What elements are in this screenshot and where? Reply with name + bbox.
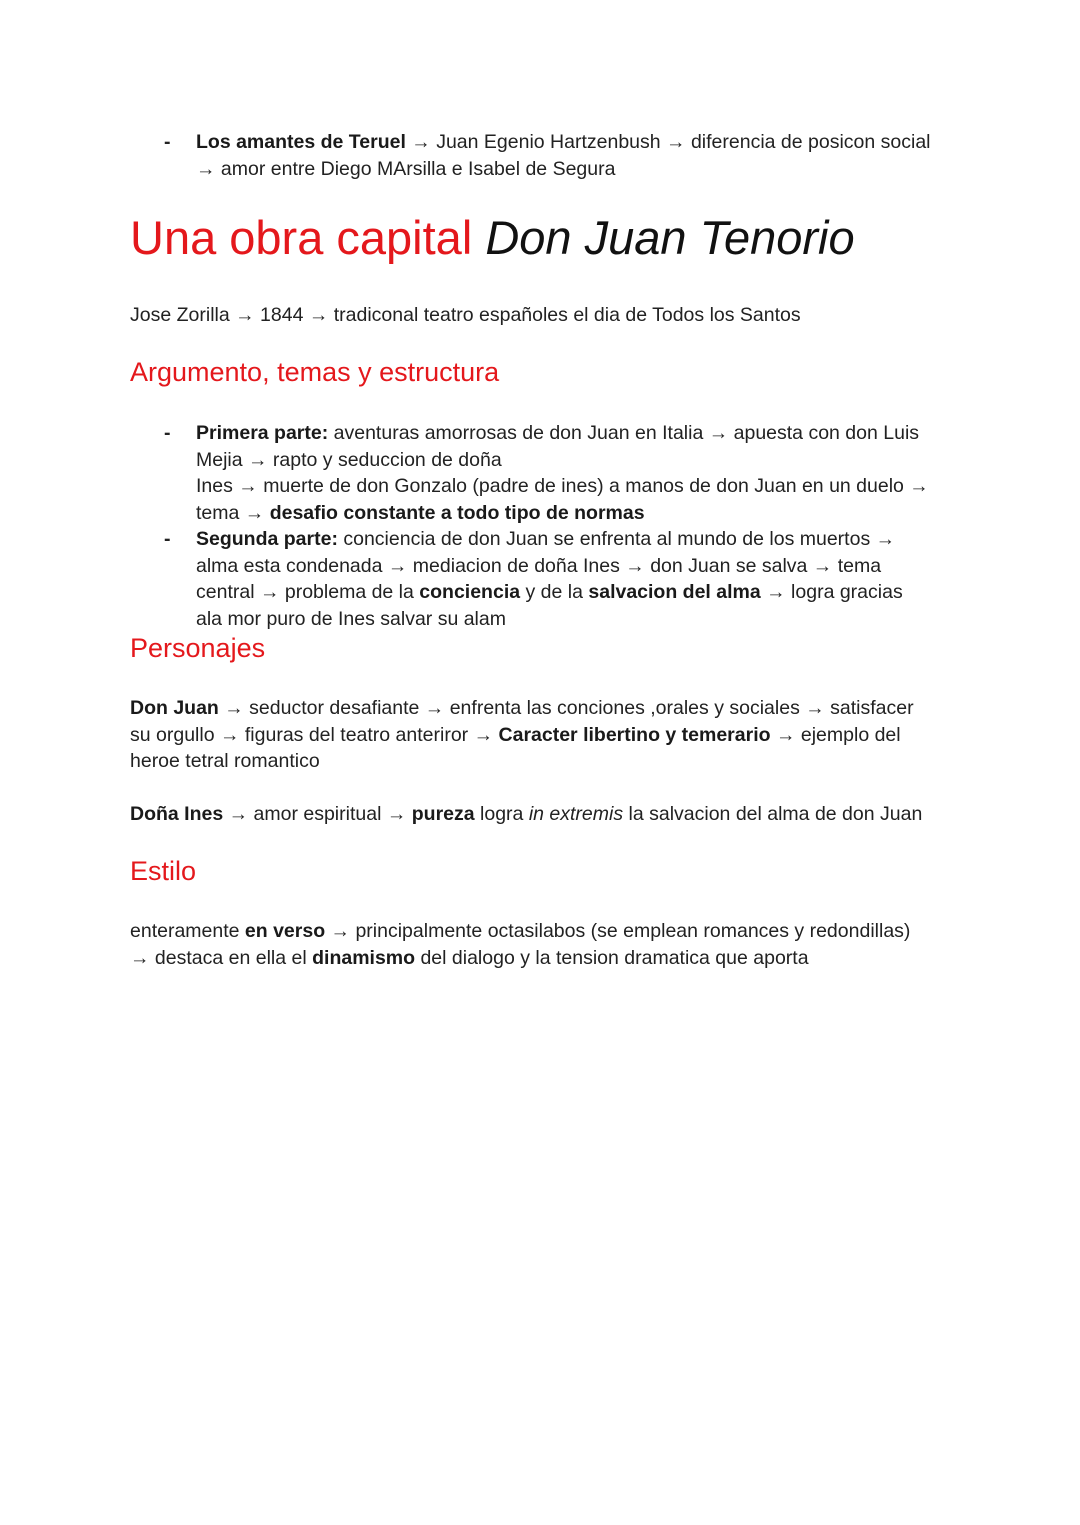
text-run: su orgullo → figuras del teatro anteriror → [130, 723, 499, 746]
personajes-p2-block [130, 801, 960, 828]
argumento-list-block [130, 420, 960, 632]
text-run: tema → [196, 501, 270, 524]
text-run: central → problema de la [196, 581, 420, 603]
bold-text: Primera parte: [196, 422, 329, 444]
text-run: alma esta condenada → mediacion de doña Ines → don Juan se salva → tema [196, 554, 882, 577]
paragraph-don-juan [130, 695, 960, 775]
bold-text: Los amantes de Teruel [196, 131, 406, 153]
text-run: y de la [520, 581, 589, 603]
bold-text: en verso [244, 920, 326, 942]
list-item [130, 129, 960, 182]
argumento-list [130, 420, 960, 632]
text-run: → seductor desafiante → enfrenta las conciones ,orales y sociales → satisfacer [218, 697, 914, 719]
title-italic: Don Juan Tenorio [485, 211, 855, 264]
paragraph-dona-ines [130, 801, 960, 828]
paragraph-estilo [130, 918, 960, 971]
intro-line-block [130, 302, 960, 329]
bold-text: desafio constante a todo tipo de normas [269, 501, 645, 524]
text-run: Mejia → rapto y seduccion de doña [196, 448, 502, 471]
text-run: → ejemplo del [770, 723, 901, 746]
personajes-p1-block [130, 695, 960, 775]
text-run: → destaca en ella el [130, 946, 313, 969]
text-run: → Juan Egenio Hartzenbush → diferencia de posicon social [405, 131, 931, 153]
text-run: aventuras amorrosas de don Juan en Italia → apuesta con don Luis [328, 422, 920, 444]
bold-text: Segunda parte: [196, 528, 338, 550]
bullet-dash: - [164, 422, 171, 444]
estilo-heading-block [130, 854, 960, 888]
list-item [130, 420, 960, 526]
section-heading-argumento: Argumento, temas y estructura [130, 357, 500, 387]
list-item [130, 526, 960, 632]
bold-text: Doña Ines [130, 803, 224, 825]
text-run: → amor entre Diego MArsilla e Isabel de Segura [196, 157, 616, 180]
estilo-p1-block [130, 918, 960, 971]
section-heading-personajes: Personajes [130, 633, 266, 663]
bold-text: Don Juan [130, 697, 219, 719]
bullet-dash: - [164, 528, 171, 550]
intro-line: Jose Zorilla → 1844 → tradiconal teatro españoles el dia de Todos los Santos [130, 304, 801, 326]
bold-text: pureza [411, 803, 475, 825]
title-normal: Una obra capital [130, 211, 473, 264]
bold-text: dinamismo [312, 946, 416, 969]
text-run: del dialogo y la tension dramatica que aporta [415, 946, 809, 969]
page-title [130, 210, 960, 266]
bold-text: salvacion del alma [588, 581, 761, 603]
text-run: → amor espiritual → [223, 803, 412, 825]
italic-text: in extremis [528, 803, 624, 825]
text-run: la salvacion del alma de don Juan [623, 803, 923, 825]
bold-text: Caracter libertino y temerario [498, 723, 771, 746]
intro-bullet-list [130, 129, 960, 182]
text-run: logra [474, 803, 529, 825]
text-run: Ines → muerte de don Gonzalo (padre de ines) a manos de don Juan en un duelo → [196, 475, 929, 497]
title-block [130, 210, 960, 266]
bold-text: conciencia [419, 581, 521, 603]
intro-bullet-block [130, 129, 960, 182]
text-run: conciencia de don Juan se enfrenta al mundo de los muertos → [337, 528, 896, 550]
text-run: enteramente [130, 920, 245, 942]
argumento-heading-block [130, 355, 960, 389]
section-heading-estilo: Estilo [130, 856, 197, 886]
personajes-heading-block [130, 631, 960, 665]
text-run: → logra gracias [760, 581, 903, 603]
text-run: heroe tetral romantico [130, 750, 320, 772]
text-run: → principalmente octasilabos (se emplean romances y redondillas) [325, 920, 911, 942]
text-run: ala mor puro de Ines salvar su alam [196, 607, 506, 630]
bullet-dash: - [164, 131, 171, 153]
